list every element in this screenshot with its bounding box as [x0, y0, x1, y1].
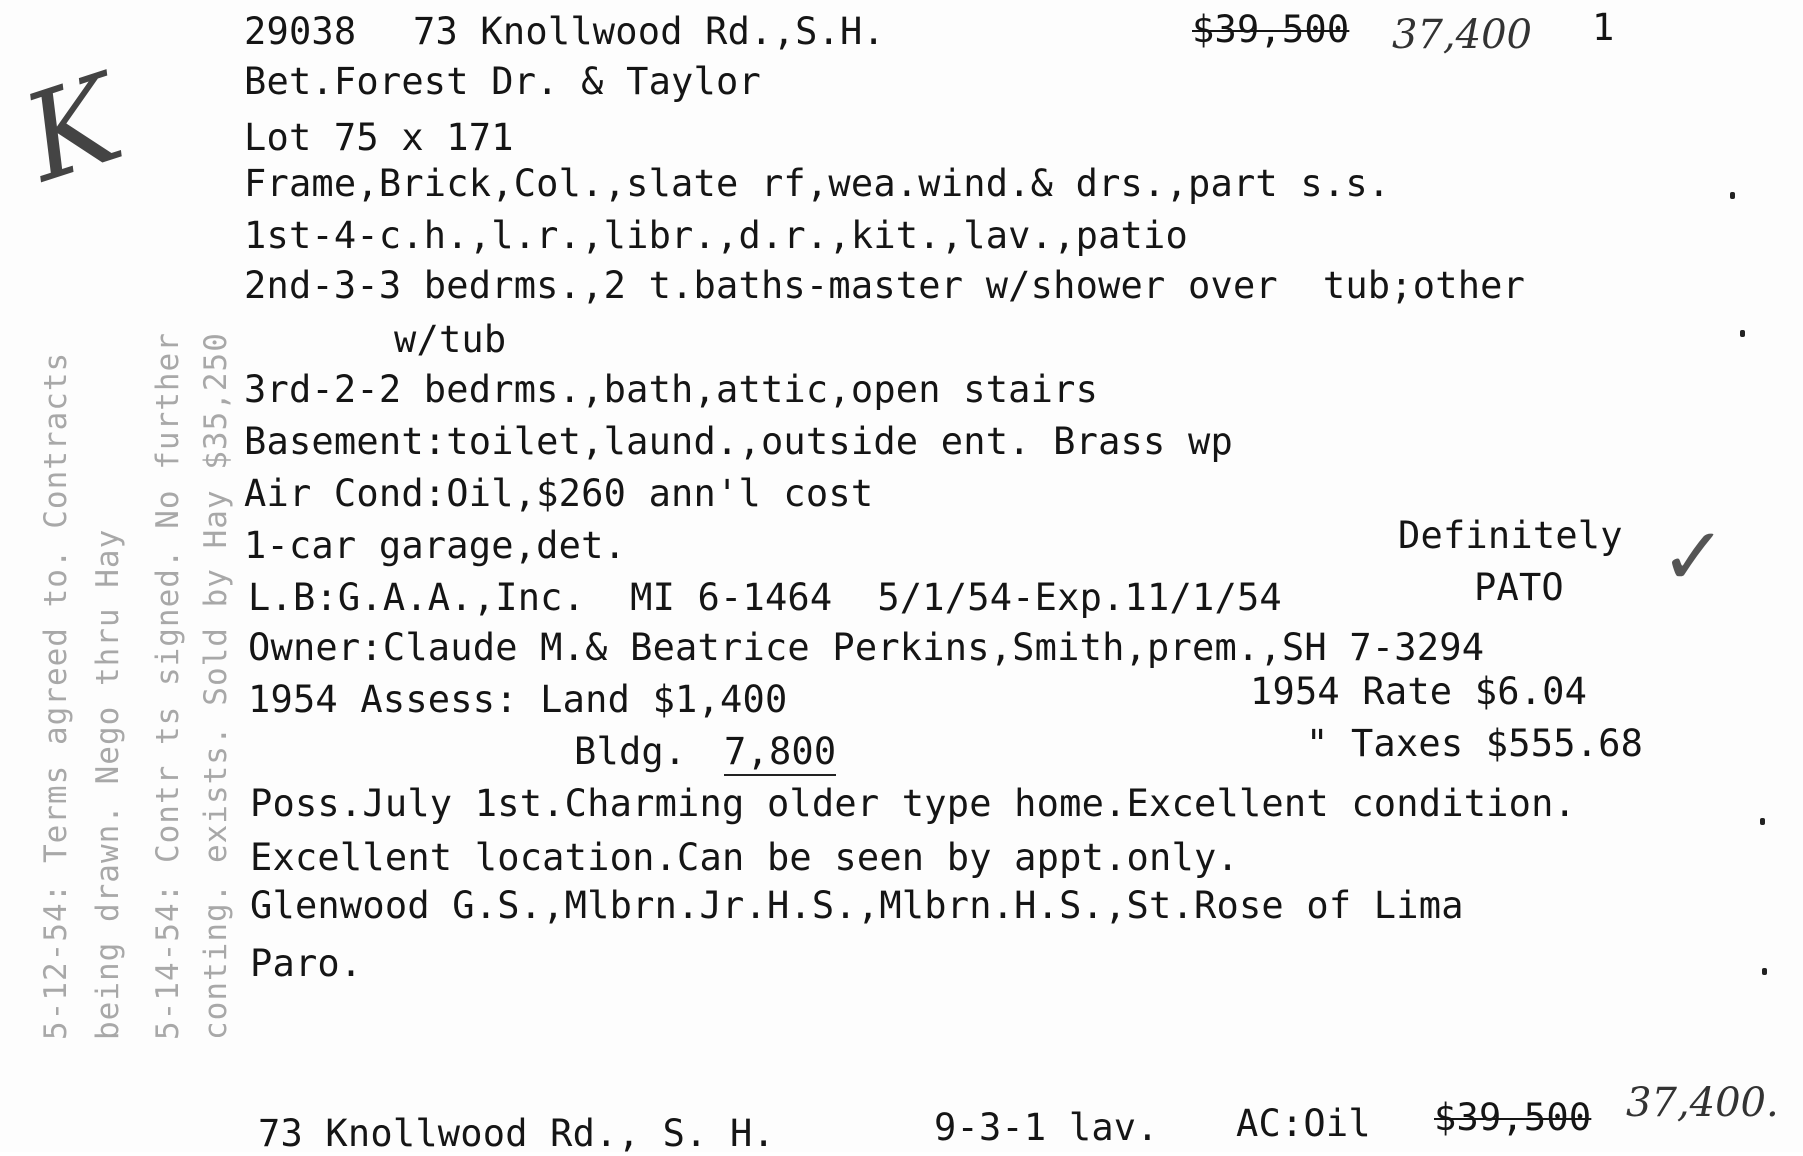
speck: [1740, 330, 1745, 337]
owner: Owner:Claude M.& Beatrice Perkins,Smith,prem.,SH 7-3294: [248, 626, 1485, 669]
original-price: $39,500: [1192, 8, 1350, 51]
stamp-sold-by: conting. exists. Sold by Hay $35,250: [198, 332, 234, 1040]
assess-bldg-label: Bldg.: [574, 730, 687, 773]
footer-summary: 9-3-1 lav.: [934, 1106, 1159, 1149]
revised-price-handwritten: 37,400: [1392, 12, 1532, 58]
definitely-note: Definitely: [1398, 514, 1623, 557]
third-floor: 3rd-2-2 bedrms.,bath,attic,open stairs: [244, 368, 1099, 411]
location-remarks: Excellent location.Can be seen by appt.only.: [250, 836, 1239, 879]
second-floor-cont: w/tub: [394, 318, 507, 361]
stamp-contracts-signed: 5-14-54: Contr ts signed. No further: [150, 332, 186, 1040]
second-floor: 2nd-3-3 bedrms.,2 t.baths-master w/shower over tub;other: [244, 264, 1526, 307]
assess-bldg-value: 7,800: [724, 730, 836, 776]
assess-land: 1954 Assess: Land $1,400: [248, 678, 788, 721]
between-streets: Bet.Forest Dr. & Taylor: [244, 60, 761, 103]
footer-address: 73 Knollwood Rd., S. H.: [258, 1112, 775, 1155]
tax-rate: 1954 Rate $6.04: [1250, 670, 1588, 713]
lot-size: Lot 75 x 171: [244, 116, 514, 159]
basement: Basement:toilet,laund.,outside ent. Brass wp: [244, 420, 1233, 463]
footer-original-price: $39,500: [1434, 1096, 1592, 1139]
corner-mark-handwritten: K: [8, 49, 137, 210]
pato-note: PATO: [1474, 566, 1564, 609]
paro: Paro.: [250, 942, 363, 985]
listing-broker: L.B:G.A.A.,Inc. MI 6-1464 5/1/54-Exp.11/1/54: [248, 576, 1282, 619]
listing-number: 29038: [244, 10, 357, 53]
stamp-terms-agreed: 5-12-54: Terms agreed to. Contracts: [38, 351, 74, 1040]
speck: [1760, 818, 1765, 825]
first-floor: 1st-4-c.h.,l.r.,libr.,d.r.,kit.,lav.,patio: [244, 214, 1188, 257]
card-number: 1: [1592, 6, 1615, 49]
speck: [1730, 192, 1735, 199]
schools: Glenwood G.S.,Mlbrn.Jr.H.S.,Mlbrn.H.S.,St.Rose of Lima: [250, 884, 1464, 927]
air-conditioning: Air Cond:Oil,$260 ann'l cost: [244, 472, 874, 515]
taxes: " Taxes $555.68: [1306, 722, 1644, 765]
garage: 1-car garage,det.: [244, 524, 627, 567]
construction: Frame,Brick,Col.,slate rf,wea.wind.& drs.,part s.s.: [244, 162, 1391, 205]
footer-ac: AC:Oil: [1236, 1102, 1371, 1145]
stamp-being-drawn: being drawn. Nego thru Hay: [90, 528, 126, 1040]
address: 73 Knollwood Rd.,S.H.: [413, 10, 885, 53]
possession-remarks: Poss.July 1st.Charming older type home.Excellent condition.: [250, 782, 1577, 825]
check-mark-handwritten: ✓: [1660, 510, 1728, 603]
speck: [1762, 968, 1767, 975]
footer-revised-price-handwritten: 37,400.: [1626, 1080, 1779, 1126]
